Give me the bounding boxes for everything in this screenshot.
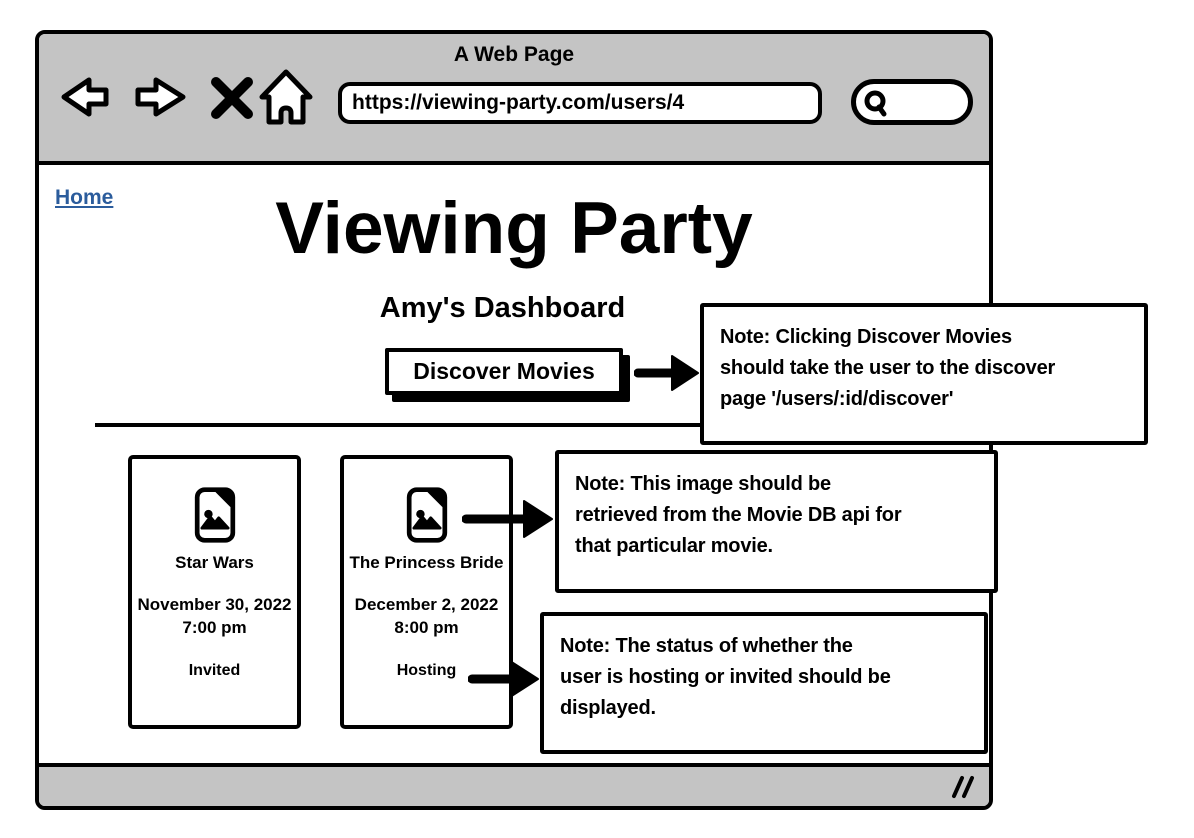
arrow-to-status-note-icon [468, 658, 542, 700]
arrow-to-image-note-icon [462, 498, 556, 540]
home-link[interactable]: Home [55, 186, 114, 209]
discover-movies-button[interactable]: Discover Movies [385, 348, 623, 395]
note-text: should take the user to the discover [720, 357, 1056, 379]
arrow-to-discover-note-icon [634, 352, 702, 394]
back-icon[interactable] [58, 72, 110, 122]
movie-title: The Princess Bride [349, 553, 504, 572]
note-text: Note: The status of whether the [560, 635, 853, 657]
movie-time: 7:00 pm [182, 618, 247, 637]
note-text: displayed. [560, 697, 656, 719]
page-subtitle: Amy's Dashboard [379, 292, 626, 324]
movie-title: Star Wars [175, 553, 254, 572]
note-text: that particular movie. [575, 535, 773, 557]
movie-status: Invited [188, 662, 241, 679]
close-icon[interactable] [209, 76, 255, 120]
note-text: user is hosting or invited should be [560, 666, 891, 688]
search-box[interactable] [851, 79, 973, 125]
image-placeholder-icon [397, 485, 457, 545]
url-text: https://viewing-party.com/users/4 [352, 91, 685, 114]
forward-icon[interactable] [133, 72, 189, 122]
url-bar[interactable] [338, 82, 822, 124]
movie-card [128, 455, 301, 729]
resize-handle-icon[interactable] [951, 775, 977, 799]
window-title: A Web Page [453, 43, 575, 66]
search-icon [862, 89, 892, 119]
movie-date: November 30, 2022 [137, 595, 292, 614]
movie-date: December 2, 2022 [354, 595, 499, 614]
note-text: Note: Clicking Discover Movies [720, 326, 1012, 348]
note-text: Note: This image should be [575, 473, 831, 495]
image-placeholder-icon [185, 485, 245, 545]
note-hosting-status [540, 612, 988, 754]
movie-status: Hosting [396, 662, 457, 679]
browser-titlebar [39, 34, 989, 165]
note-movie-image [555, 450, 998, 593]
note-text: retrieved from the Movie DB api for [575, 504, 902, 526]
note-text: page '/users/:id/discover' [720, 388, 954, 410]
note-discover-movies [700, 303, 1148, 445]
browser-statusbar [39, 763, 989, 806]
home-icon[interactable] [258, 68, 314, 126]
page-title: Viewing Party [275, 188, 753, 269]
movie-time: 8:00 pm [394, 618, 459, 637]
